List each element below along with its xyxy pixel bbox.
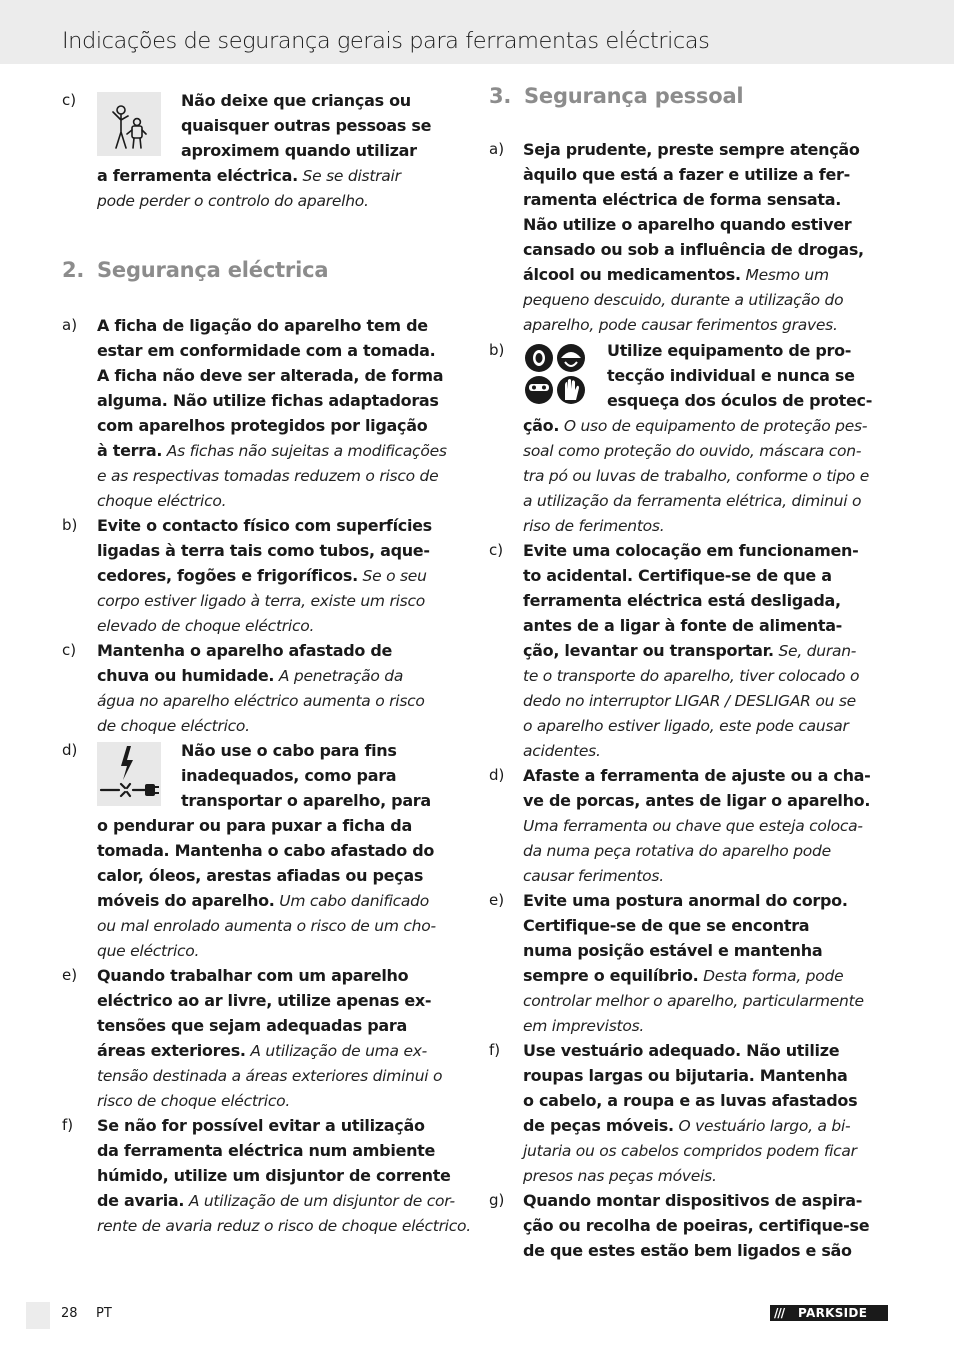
item-body <box>523 137 891 337</box>
italic-text: Se se distrair <box>297 167 401 185</box>
text-line <box>523 1013 891 1038</box>
item-label: f) <box>489 1041 501 1059</box>
italic-text: A penetração da <box>274 667 404 685</box>
text-line <box>97 813 467 838</box>
bold-text: ção, levantar ou transportar. <box>523 641 774 660</box>
text-line <box>523 287 891 312</box>
bold-text: sempre o equilíbrio. <box>523 966 699 985</box>
bold-text: ferramenta eléctrica está desligada, <box>523 591 841 610</box>
bold-text: da ferramenta eléctrica num ambiente <box>97 1141 436 1160</box>
text-line <box>523 663 891 688</box>
text-line <box>97 588 467 613</box>
item-body <box>523 763 891 888</box>
italic-text: água no aparelho eléctrico aumenta o risco <box>97 692 425 710</box>
bold-text: Seja prudente, preste sempre atenção <box>523 140 860 159</box>
italic-text: o aparelho estiver ligado, este pode causar <box>523 717 849 735</box>
italic-text: presos nas peças móveis. <box>523 1167 717 1185</box>
item-label: e) <box>62 966 78 984</box>
bold-text: cansado ou sob a influência de drogas, <box>523 240 864 259</box>
protective-equipment-icons <box>523 342 587 406</box>
italic-text: Mesmo um <box>740 266 829 284</box>
bold-text: esqueça dos óculos de protec- <box>607 391 873 410</box>
text-line <box>523 988 891 1013</box>
italic-text: rente de avaria reduz o risco de choque eléctrico. <box>97 1217 471 1235</box>
text-line <box>97 488 467 513</box>
text-line <box>97 1063 467 1088</box>
italic-text: pode perder o controlo do aparelho. <box>97 192 369 210</box>
bold-text: Quando montar dispositivos de aspira- <box>523 1191 863 1210</box>
text-line <box>97 1163 467 1188</box>
text-line <box>523 1063 891 1088</box>
item-label: d) <box>62 741 78 759</box>
bold-text: a ferramenta eléctrica. <box>97 166 298 185</box>
italic-text: te o transporte do aparelho, tiver colocado o <box>523 667 860 685</box>
text-line <box>97 1188 467 1213</box>
item-body <box>97 1113 471 1238</box>
section-number: 3. <box>489 84 512 108</box>
bold-text: ligadas à terra tais como tubos, aque- <box>97 541 430 560</box>
text-line <box>523 538 891 563</box>
italic-text: ou mal enrolado aumenta o risco de um cho- <box>97 917 436 935</box>
italic-text: controlar melhor o aparelho, particularmente <box>523 992 864 1010</box>
section-heading-2 <box>62 258 328 282</box>
text-line <box>97 713 467 738</box>
italic-text: choque eléctrico. <box>97 492 227 510</box>
italic-text: tra pó ou luvas de trabalho, conforme o tipo e <box>523 467 869 485</box>
italic-text: causar ferimentos. <box>523 867 664 885</box>
italic-text: As fichas não sujeitas a modificações <box>162 442 447 460</box>
page-number: 28 <box>61 1306 78 1321</box>
text-line <box>97 188 467 213</box>
text-line <box>523 187 891 212</box>
bold-text: cedores, fogões e frigoríficos. <box>97 566 358 585</box>
text-line <box>97 163 467 188</box>
bold-text: A ficha de ligação do aparelho tem de <box>97 316 428 335</box>
text-line <box>97 988 467 1013</box>
text-line <box>523 1138 891 1163</box>
bold-text: Afaste a ferramenta de ajuste ou a cha- <box>523 766 871 785</box>
text-line <box>97 888 467 913</box>
item-label: c) <box>62 91 77 109</box>
italic-text: de choque eléctrico. <box>97 717 250 735</box>
item-label: d) <box>489 766 505 784</box>
bold-text: inadequados, como para <box>181 766 397 785</box>
text-line <box>97 388 467 413</box>
text-line <box>523 312 891 337</box>
bold-text: Quando trabalhar com um aparelho <box>97 966 409 985</box>
bold-text: ve de porcas, antes de ligar o aparelho. <box>523 791 871 810</box>
italic-text: Desta forma, pode <box>698 967 844 985</box>
italic-text: Uma ferramenta ou chave que esteja coloca- <box>523 817 863 835</box>
text-line <box>523 963 891 988</box>
bold-text: Se não for possível evitar a utilização <box>97 1116 425 1135</box>
italic-text: acidentes. <box>523 742 601 760</box>
bold-text: de peças móveis. <box>523 1116 674 1135</box>
italic-text: O uso de equipamento de proteção pes- <box>559 417 868 435</box>
italic-text: O vestuário largo, a bi- <box>673 1117 851 1135</box>
text-line <box>97 363 467 388</box>
text-line <box>523 438 891 463</box>
brand-logo <box>770 1305 888 1321</box>
bold-text: chuva ou humidade. <box>97 666 275 685</box>
italic-text: da numa peça rotativa do aparelho pode <box>523 842 831 860</box>
text-line <box>97 663 467 688</box>
italic-text: aparelho, pode causar ferimentos graves. <box>523 316 838 334</box>
bold-text: Evite uma colocação em funcionamen- <box>523 541 859 560</box>
text-line <box>523 738 891 763</box>
italic-text: em imprevistos. <box>523 1017 645 1035</box>
text-line <box>523 488 891 513</box>
footer-page-box <box>26 1302 50 1329</box>
bold-text: Evite uma postura anormal do corpo. <box>523 891 848 910</box>
item-label: g) <box>489 1191 505 1209</box>
italic-text: jutaria ou os cabelos compridos podem ficar <box>523 1142 857 1160</box>
language-code: PT <box>96 1306 112 1321</box>
text-line <box>523 613 891 638</box>
text-line <box>523 237 891 262</box>
bold-text: tomada. Mantenha o cabo afastado do <box>97 841 435 860</box>
bold-text: áreas exteriores. <box>97 1041 246 1060</box>
text-line <box>523 162 891 187</box>
text-line <box>97 1038 467 1063</box>
bold-text: alguma. Não utilize fichas adaptadoras <box>97 391 439 410</box>
bold-text: de que estes estão bem ligados e são <box>523 1241 852 1260</box>
bold-text: tecção individual e nunca se <box>607 366 855 385</box>
item-label: f) <box>62 1116 74 1134</box>
bold-text: ção ou recolha de poeiras, certifique-se <box>523 1216 870 1235</box>
bold-text: Não use o cabo para fins <box>181 741 397 760</box>
text-line <box>523 212 891 237</box>
text-line <box>523 463 891 488</box>
italic-text: A utilização de um disjuntor de cor- <box>184 1192 455 1210</box>
item-label: a) <box>489 140 505 158</box>
text-line <box>97 613 467 638</box>
italic-text: corpo estiver ligado à terra, existe um risco <box>97 592 425 610</box>
text-line <box>97 838 467 863</box>
italic-text: e as respectivas tomadas reduzem o risco de <box>97 467 439 485</box>
bold-text: eléctrico ao ar livre, utilize apenas ex- <box>97 991 432 1010</box>
text-line <box>97 538 467 563</box>
text-line <box>523 1038 891 1063</box>
bold-text: de avaria. <box>97 1191 185 1210</box>
text-line <box>523 588 891 613</box>
item-label: a) <box>62 316 78 334</box>
text-line <box>523 888 891 913</box>
italic-text: Se o seu <box>357 567 427 585</box>
italic-text: Se, duran- <box>773 642 857 660</box>
text-line <box>97 913 467 938</box>
text-line <box>97 1138 467 1163</box>
text-line <box>97 938 467 963</box>
brand-stripes: /// <box>774 1306 785 1320</box>
item-body <box>523 538 891 763</box>
text-line <box>97 1213 471 1238</box>
bold-text: àquilo que está a fazer e utilize a fer- <box>523 165 850 184</box>
bold-text: o cabelo, a roupa e as luvas afastados <box>523 1091 858 1110</box>
bold-text: à terra. <box>97 441 163 460</box>
bold-text: álcool ou medicamentos. <box>523 265 741 284</box>
bold-text: roupas largas ou bijutaria. Mantenha <box>523 1066 848 1085</box>
text-line <box>523 863 891 888</box>
item-body <box>523 888 891 1038</box>
item-body <box>523 1188 891 1263</box>
text-line <box>523 563 891 588</box>
bold-text: Certifique-se de que se encontra <box>523 916 810 935</box>
bold-text: Evite o contacto físico com superfícies <box>97 516 432 535</box>
item-body <box>97 513 467 638</box>
bold-text: A ficha não deve ser alterada, de forma <box>97 366 444 385</box>
text-line <box>97 563 467 588</box>
bold-text: aproximem quando utilizar <box>181 141 417 160</box>
bold-text: o pendurar ou para puxar a ficha da <box>97 816 412 835</box>
italic-text: tensão destinada a áreas exteriores diminui o <box>97 1067 443 1085</box>
bold-text: antes de a ligar à fonte de alimenta- <box>523 616 843 635</box>
text-line <box>97 513 467 538</box>
text-line <box>523 1163 891 1188</box>
text-line <box>97 1113 467 1138</box>
bold-text: ção. <box>523 416 560 435</box>
text-line <box>523 763 891 788</box>
text-line <box>523 1088 891 1113</box>
item-label: c) <box>62 641 77 659</box>
bold-text: transportar o aparelho, para <box>181 791 431 810</box>
item-body <box>97 963 467 1113</box>
section-heading-3 <box>489 84 743 108</box>
bold-text: calor, óleos, arestas afiadas ou peças <box>97 866 424 885</box>
text-line <box>523 513 891 538</box>
bold-text: quaisquer outras pessoas se <box>181 116 432 135</box>
bold-text: tensões que sejam adequadas para <box>97 1016 407 1035</box>
italic-text: pequeno descuido, durante a utilização do <box>523 291 844 309</box>
italic-text: elevado de choque eléctrico. <box>97 617 315 635</box>
text-line <box>523 913 891 938</box>
text-line <box>523 1113 891 1138</box>
italic-text: Um cabo danificado <box>274 892 429 910</box>
text-line <box>523 813 891 838</box>
item-body <box>97 638 467 738</box>
italic-text: que eléctrico. <box>97 942 200 960</box>
text-line <box>523 1188 891 1213</box>
text-line <box>523 638 891 663</box>
text-line <box>97 338 467 363</box>
bold-text: móveis do aparelho. <box>97 891 275 910</box>
text-line <box>523 413 891 438</box>
text-line <box>97 413 467 438</box>
item-label: b) <box>62 516 78 534</box>
text-line <box>523 838 891 863</box>
bold-text: Use vestuário adequado. Não utilize <box>523 1041 840 1060</box>
item-label: e) <box>489 891 505 909</box>
bold-text: Mantenha o aparelho afastado de <box>97 641 393 660</box>
italic-text: a utilização da ferramenta elétrica, diminui o <box>523 492 862 510</box>
page-title: Indicações de segurança gerais para ferramentas eléctricas <box>62 28 710 54</box>
text-line <box>97 638 467 663</box>
text-line <box>523 938 891 963</box>
text-line <box>523 1238 891 1263</box>
text-line <box>97 463 467 488</box>
brand-name: PARKSIDE <box>798 1306 868 1320</box>
bold-text: com aparelhos protegidos por ligação <box>97 416 428 435</box>
bold-text: húmido, utilize um disjuntor de corrente <box>97 1166 451 1185</box>
text-line <box>523 688 891 713</box>
italic-text: risco de choque eléctrico. <box>97 1092 291 1110</box>
keep-children-away-icon <box>97 92 161 156</box>
text-line <box>97 963 467 988</box>
item-body <box>97 313 467 513</box>
text-line <box>523 713 891 738</box>
text-line <box>97 313 467 338</box>
text-line <box>523 788 891 813</box>
cable-damage-warning-icon <box>97 742 161 806</box>
italic-text: soal como proteção do ouvido, máscara con- <box>523 442 862 460</box>
bold-text: Não utilize o aparelho quando estiver <box>523 215 852 234</box>
bold-text: Utilize equipamento de pro- <box>607 341 852 360</box>
italic-text: dedo no interruptor LIGAR / DESLIGAR ou se <box>523 692 856 710</box>
text-line <box>97 438 467 463</box>
item-body <box>523 1038 891 1188</box>
bold-text: to acidental. Certifique-se de que a <box>523 566 832 585</box>
bold-text: estar em conformidade com a tomada. <box>97 341 436 360</box>
section-number: 2. <box>62 258 85 282</box>
section-title-text: Segurança pessoal <box>524 84 744 108</box>
text-line <box>523 137 891 162</box>
bold-text: numa posição estável e mantenha <box>523 941 823 960</box>
text-line <box>523 1213 891 1238</box>
bold-text: Não deixe que crianças ou <box>181 91 411 110</box>
italic-text: riso de ferimentos. <box>523 517 665 535</box>
text-line <box>97 1088 467 1113</box>
item-label: b) <box>489 341 505 359</box>
item-label: c) <box>489 541 504 559</box>
section-title-text: Segurança eléctrica <box>97 258 329 282</box>
italic-text: A utilização de uma ex- <box>245 1042 428 1060</box>
text-line <box>97 688 467 713</box>
bold-text: ramenta eléctrica de forma sensata. <box>523 190 842 209</box>
text-line <box>97 863 467 888</box>
text-line <box>97 1013 467 1038</box>
text-line <box>523 262 891 287</box>
